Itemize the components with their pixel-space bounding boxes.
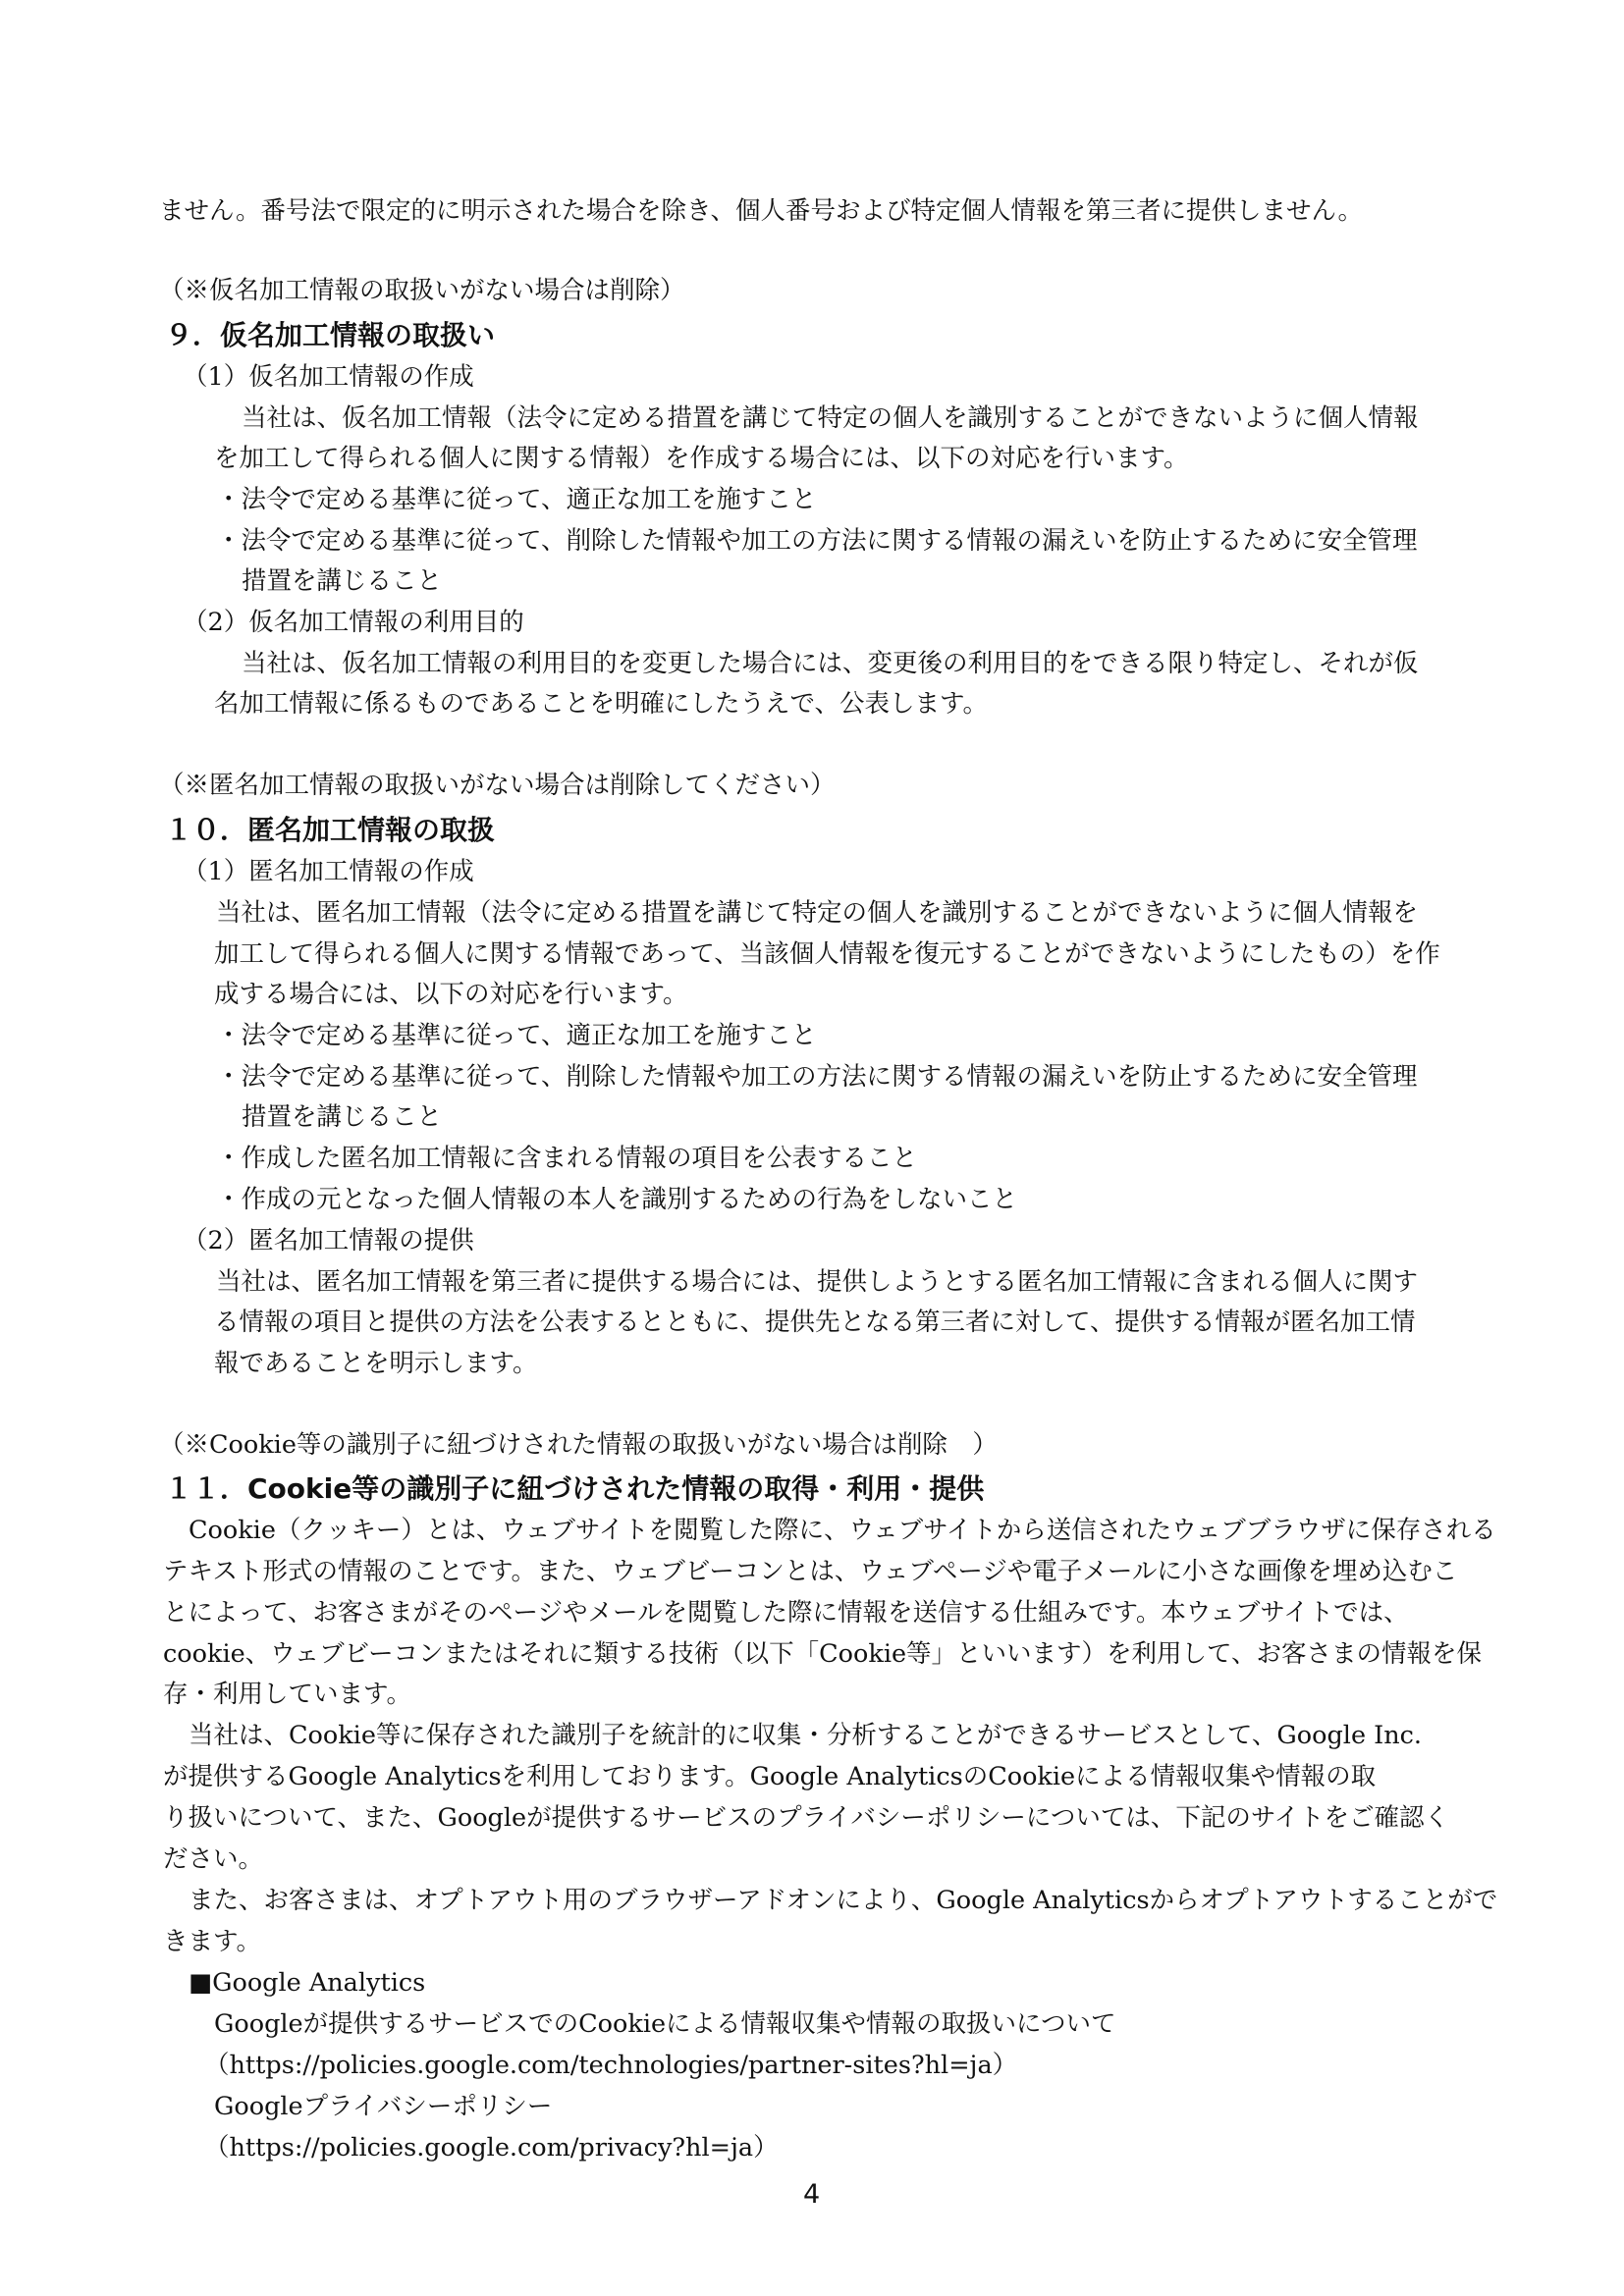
section11-para: テキスト形式の情報のことです。また、ウェブビーコンとは、ウェブページや電子メールに小さな画像を埋め込むこ xyxy=(163,1557,1458,1586)
section10-sub1-para: 加工して得られる個人に関する情報であって、当該個人情報を復元することができないようにしたもの）を作 xyxy=(214,939,1440,969)
section10-sub1-title: （1）匿名加工情報の作成 xyxy=(183,857,474,886)
section10-bullet: ・作成した匿名加工情報に含まれる情報の項目を公表すること xyxy=(216,1144,918,1173)
section9-note: （※仮名加工情報の取扱いがない場合は削除） xyxy=(159,276,685,305)
section9-sub1-para: 当社は、仮名加工情報（法令に定める措置を講じて特定の個人を識別することができないように個人情報 xyxy=(242,403,1419,433)
google-cookie-link-url[interactable]: （https://policies.google.com/technologies/partner-sites?hl=ja） xyxy=(204,2051,1018,2080)
section10-bullet: ・法令で定める基準に従って、適正な加工を施すこと xyxy=(216,1021,817,1050)
section9-sub1-title: （1）仮名加工情報の作成 xyxy=(183,362,474,392)
section11-para: が提供するGoogle Analyticsを利用しております。Google AnalyticsのCookieによる情報収集や情報の取 xyxy=(163,1762,1377,1791)
page-number: 4 xyxy=(803,2179,821,2210)
section11-note: （※Cookie等の識別子に紐づけされた情報の取扱いがない場合は削除 ） xyxy=(159,1430,998,1460)
section10-bullet: ・作成の元となった個人情報の本人を識別するための行為をしないこと xyxy=(216,1185,1018,1214)
section11-para: 当社は、Cookie等に保存された識別子を統計的に収集・分析することができるサービスとして、Google Inc. xyxy=(189,1721,1423,1750)
section11-para: ださい。 xyxy=(163,1844,264,1874)
section10-note: （※匿名加工情報の取扱いがない場合は削除してください） xyxy=(159,771,836,800)
section11-para: Cookie（クッキー）とは、ウェブサイトを閲覧した際に、ウェブサイトから送信されたウェブブラウザに保存される xyxy=(189,1516,1496,1545)
section9-bullet: 措置を講じること xyxy=(242,566,443,596)
section10-bullet: ・法令で定める基準に従って、削除した情報や加工の方法に関する情報の漏えいを防止するために安全管理 xyxy=(216,1062,1418,1092)
section10-sub2-para: 当社は、匿名加工情報を第三者に提供する場合には、提供しようとする匿名加工情報に含まれる個人に関す xyxy=(216,1267,1419,1297)
section11-para: また、お客さまは、オプトアウト用のブラウザーアドオンにより、Google Analyticsからオプトアウトすることがで xyxy=(189,1886,1498,1915)
section11-heading: １１．Cookie等の識別子に紐づけされた情報の取得・利用・提供 xyxy=(165,1472,985,1505)
section10-sub2-para: 報であることを明示します。 xyxy=(214,1349,538,1378)
section9-heading: ９．仮名加工情報の取扱い xyxy=(165,319,496,351)
section10-heading: １０．匿名加工情報の取扱 xyxy=(165,814,496,846)
section9-sub1-para: を加工して得られる個人に関する情報）を作成する場合には、以下の対応を行います。 xyxy=(214,444,1189,473)
google-analytics-title: ■Google Analytics xyxy=(189,1968,426,1998)
google-privacy-link-label: Googleプライバシーポリシー xyxy=(214,2092,553,2121)
section9-sub2-para: 当社は、仮名加工情報の利用目的を変更した場合には、変更後の利用目的をできる限り特定し、それが仮 xyxy=(242,649,1419,678)
section9-bullet: ・法令で定める基準に従って、適正な加工を施すこと xyxy=(216,485,817,514)
section11-para: り扱いについて、また、Googleが提供するサービスのプライバシーポリシーについては、下記のサイトをご確認く xyxy=(163,1803,1450,1833)
section11-para: cookie、ウェブビーコンまたはそれに類する技術（以下「Cookie等」といいます）を利用して、お客さまの情報を保 xyxy=(163,1639,1483,1669)
section9-bullet: ・法令で定める基準に従って、削除した情報や加工の方法に関する情報の漏えいを防止するために安全管理 xyxy=(216,526,1418,556)
google-cookie-link-label: Googleが提供するサービスでのCookieによる情報収集や情報の取扱いについて xyxy=(214,2009,1116,2039)
intro-line: ません。番号法で限定的に明示された場合を除き、個人番号および特定個人情報を第三者に提供しません。 xyxy=(159,196,1364,226)
google-privacy-link-url[interactable]: （https://policies.google.com/privacy?hl=ja） xyxy=(204,2133,779,2163)
section11-para: きます。 xyxy=(163,1927,261,1956)
section10-sub2-title: （2）匿名加工情報の提供 xyxy=(183,1226,474,1255)
section11-para: とによって、お客さまがそのページやメールを閲覧した際に情報を送信する仕組みです。本ウェブサイトでは、 xyxy=(163,1598,1409,1628)
section10-sub1-para: 成する場合には、以下の対応を行います。 xyxy=(214,980,688,1009)
section11-para: 存・利用しています。 xyxy=(163,1680,411,1709)
section9-sub2-title: （2）仮名加工情報の利用目的 xyxy=(183,608,524,637)
section10-bullet: 措置を講じること xyxy=(242,1102,443,1132)
section10-sub2-para: る情報の項目と提供の方法を公表するとともに、提供先となる第三者に対して、提供する情報が匿名加工情 xyxy=(214,1308,1416,1337)
section10-sub1-para: 当社は、匿名加工情報（法令に定める措置を講じて特定の個人を識別することができないように個人情報を xyxy=(216,898,1419,928)
section9-sub2-para: 名加工情報に係るものであることを明確にしたうえで、公表します。 xyxy=(214,689,988,719)
